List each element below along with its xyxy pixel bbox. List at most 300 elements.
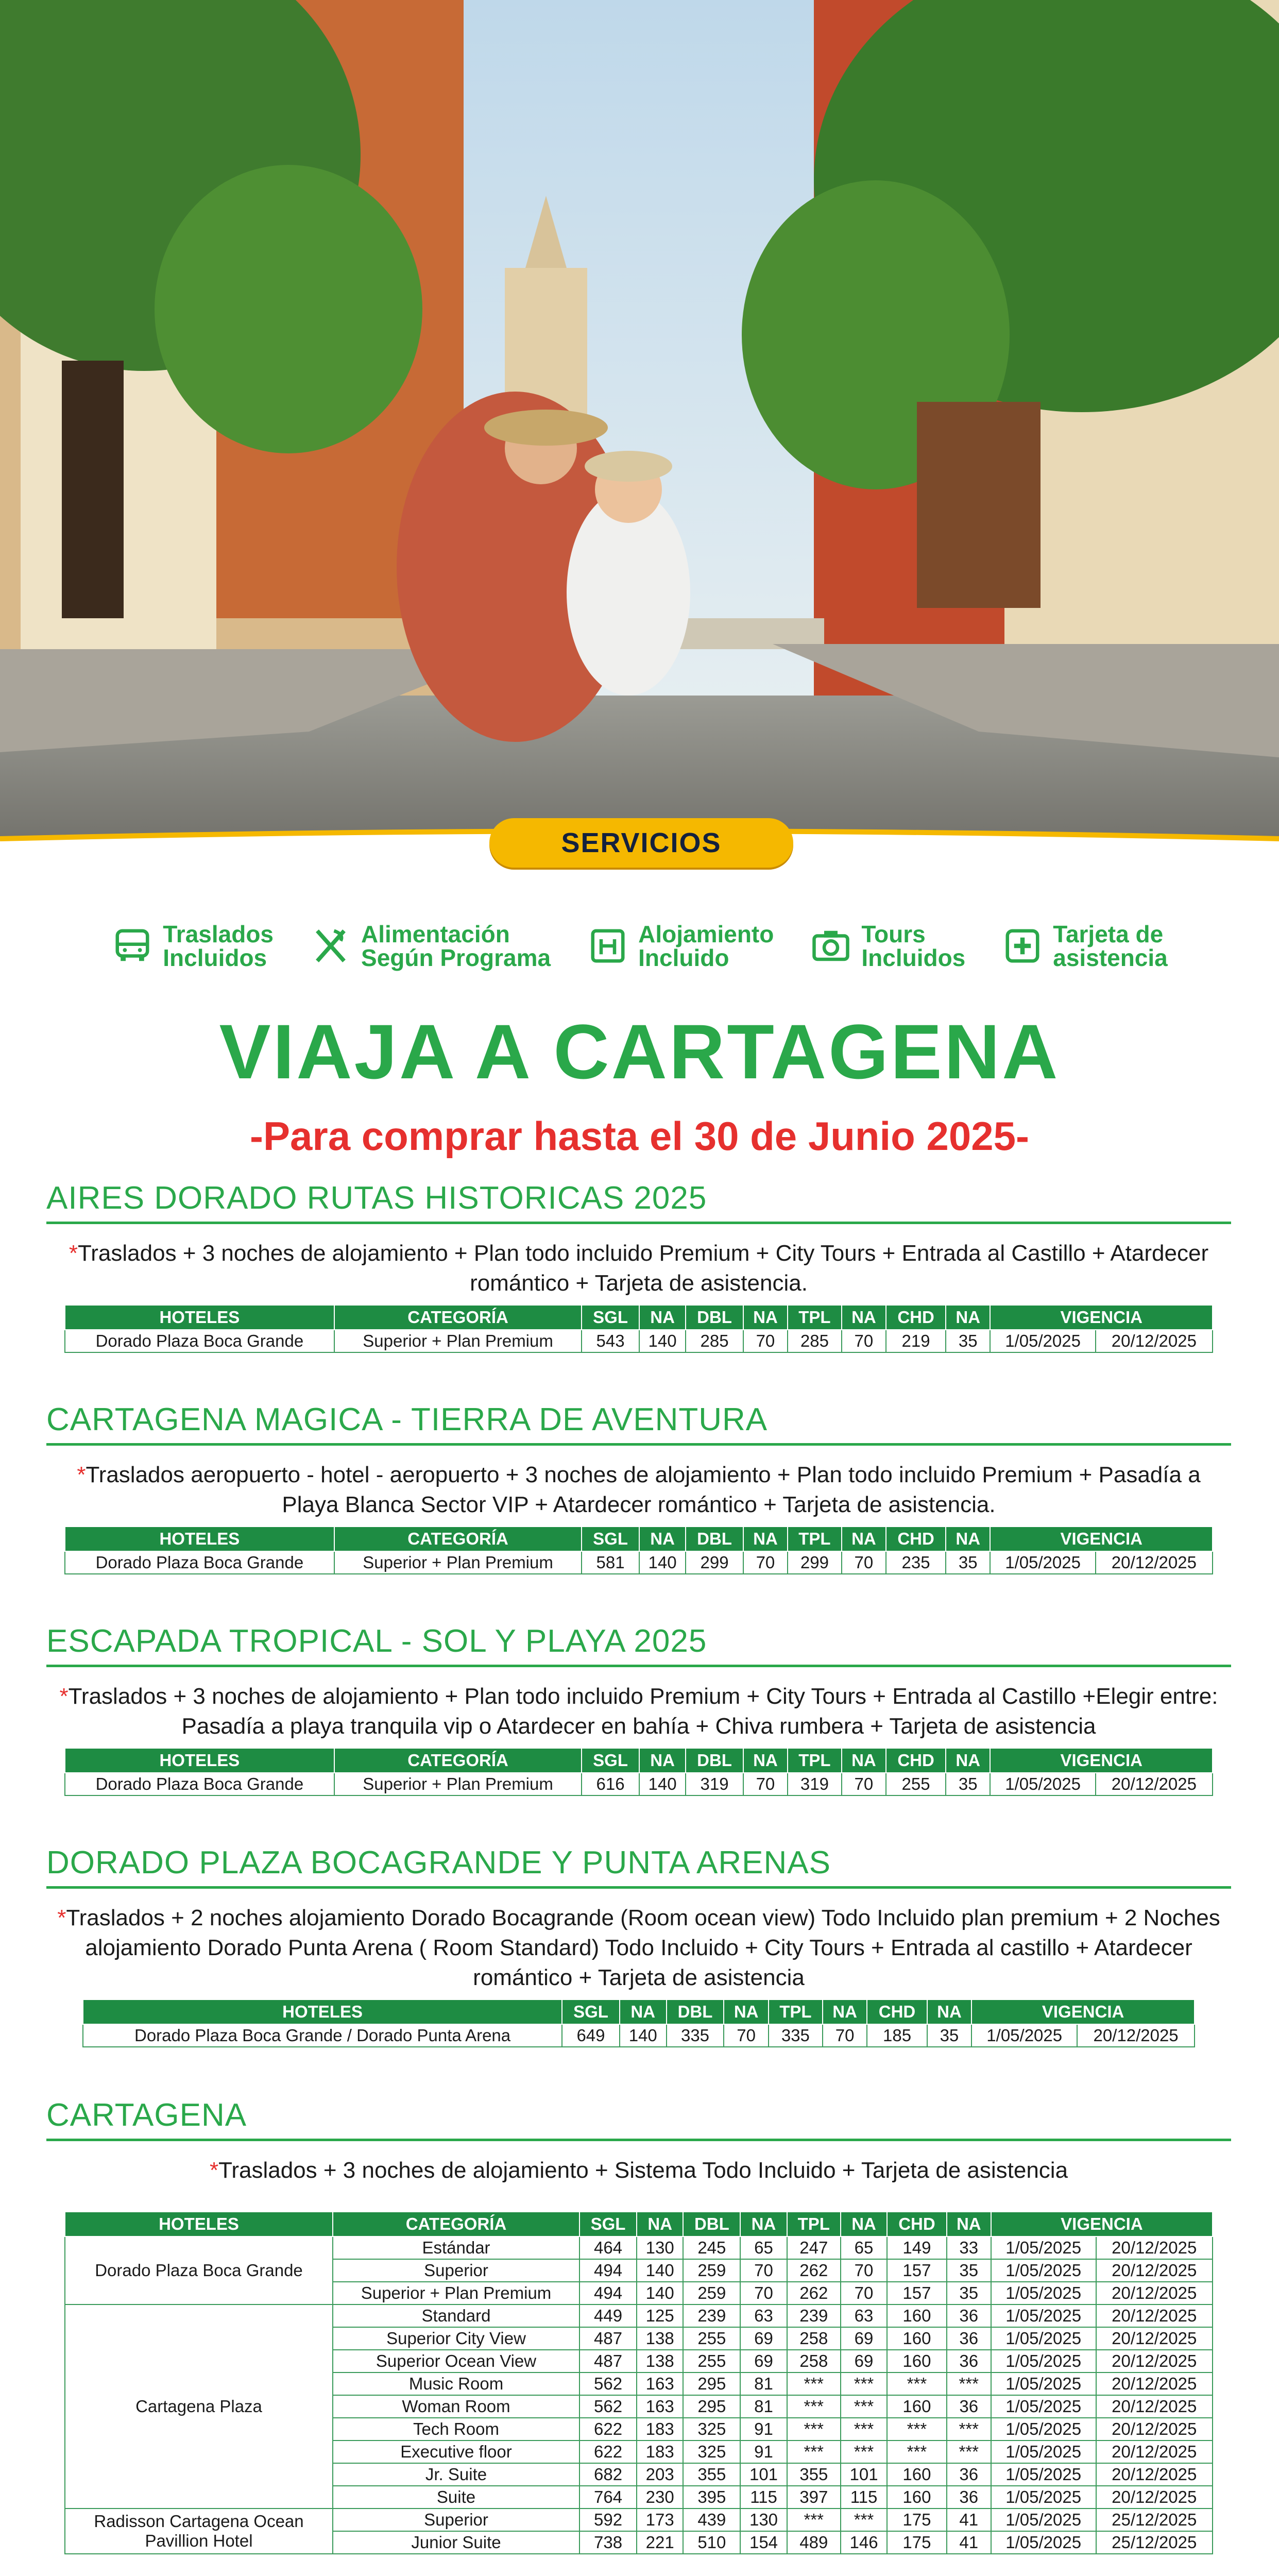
- service-lodging: [587, 922, 774, 970]
- services-row: [0, 922, 1279, 970]
- bus-icon: [111, 925, 154, 967]
- column-header: VIGENCIA: [990, 1748, 1213, 1773]
- column-header: NA: [620, 1999, 667, 2024]
- table-cell: 35: [946, 1773, 990, 1795]
- table-cell: 1/05/2025: [971, 2024, 1077, 2047]
- column-header: DBL: [667, 1999, 724, 2024]
- table-cell: 562: [579, 2395, 637, 2418]
- column-header: HOTELES: [65, 1305, 334, 1330]
- column-header: NA: [842, 1527, 886, 1551]
- table-cell: Superior + Plan Premium: [334, 1773, 582, 1795]
- column-header: NA: [841, 2212, 887, 2236]
- table-cell: 489: [787, 2531, 841, 2554]
- table-header: [65, 1527, 1213, 1551]
- table-cell: 69: [841, 2350, 887, 2372]
- section-title: ESCAPADA TROPICAL - SOL Y PLAYA 2025: [46, 1623, 1231, 1667]
- table-cell: 160: [887, 2395, 947, 2418]
- table-cell: Estándar: [333, 2236, 579, 2259]
- table-cell: 20/12/2025: [1096, 2304, 1213, 2327]
- table-cell: 247: [787, 2236, 841, 2259]
- table-cell: ***: [887, 2372, 947, 2395]
- package-dorado-punta-arenas: [46, 1844, 1231, 2047]
- table-cell: 20/12/2025: [1096, 2236, 1213, 2259]
- table-cell: ***: [841, 2509, 887, 2531]
- table-cell: 20/12/2025: [1077, 2024, 1195, 2047]
- table-cell: 285: [788, 1330, 842, 1352]
- table-cell: 146: [841, 2531, 887, 2554]
- table-cell: 70: [724, 2024, 769, 2047]
- table-cell: 160: [887, 2327, 947, 2350]
- table-cell: 1/05/2025: [990, 1773, 1095, 1795]
- table-row: [65, 2509, 1213, 2531]
- table-cell: Suite: [333, 2486, 579, 2509]
- column-header: SGL: [582, 1305, 639, 1330]
- table-cell: 70: [743, 1330, 788, 1352]
- column-header: CHD: [867, 1999, 927, 2024]
- section-description: *Traslados + 3 noches de alojamiento + Sistema Todo Incluido + Tarjeta de asistencia: [209, 2158, 1068, 2183]
- column-header: NA: [823, 1999, 867, 2024]
- table-cell: 319: [788, 1773, 842, 1795]
- table-cell: Junior Suite: [333, 2531, 579, 2554]
- service-label: Incluidos: [861, 944, 966, 971]
- table-cell: 355: [787, 2463, 841, 2486]
- services-pill: SERVICIOS: [489, 818, 793, 868]
- table-cell: 20/12/2025: [1096, 2463, 1213, 2486]
- package-cartagena-magica: [46, 1401, 1231, 1574]
- table-row: [65, 1330, 1213, 1352]
- table-cell: 335: [769, 2024, 823, 2047]
- column-header: NA: [743, 1527, 788, 1551]
- table-cell: 335: [667, 2024, 724, 2047]
- table-cell: 395: [683, 2486, 740, 2509]
- table-cell: ***: [787, 2509, 841, 2531]
- table-cell: Superior City View: [333, 2327, 579, 2350]
- table-cell: 355: [683, 2463, 740, 2486]
- table-cell: ***: [887, 2441, 947, 2463]
- table-row: [83, 2024, 1195, 2047]
- hotel-icon: [587, 925, 629, 967]
- table-cell: 70: [842, 1551, 886, 1574]
- table-cell: 20/12/2025: [1096, 1330, 1213, 1352]
- table-cell: 245: [683, 2236, 740, 2259]
- table-cell: 36: [947, 2486, 991, 2509]
- table-cell: 101: [841, 2463, 887, 2486]
- table-cell: 70: [841, 2282, 887, 2304]
- table-cell: 70: [743, 1551, 788, 1574]
- table-cell: Dorado Plaza Boca Grande: [65, 1551, 334, 1574]
- table-cell: 101: [740, 2463, 787, 2486]
- table-cell: 622: [579, 2418, 637, 2441]
- table-cell: 70: [740, 2259, 787, 2282]
- table-cell: 295: [683, 2395, 740, 2418]
- table-cell: 285: [686, 1330, 743, 1352]
- table-cell: 325: [683, 2441, 740, 2463]
- table-cell: 562: [579, 2372, 637, 2395]
- service-label: Alojamiento: [638, 921, 774, 947]
- table-cell: 295: [683, 2372, 740, 2395]
- column-header: NA: [842, 1748, 886, 1773]
- table-cell: 649: [562, 2024, 620, 2047]
- table-cell: 125: [637, 2304, 683, 2327]
- section-description: *Traslados + 2 noches alojamiento Dorado Bocagrande (Room ocean view) Todo Incluido plan premium + 2 Noches alojamiento Dorado Punta Arena ( Room Standard) Todo Incluido + City Tours + Entrada al castillo + Atardecer romántico + Tarjeta de asistencia: [57, 1905, 1220, 1990]
- table-cell: 487: [579, 2350, 637, 2372]
- table-cell: 239: [683, 2304, 740, 2327]
- table-cell: 140: [620, 2024, 667, 2047]
- table-cell: 255: [683, 2350, 740, 2372]
- table-row: [65, 1551, 1213, 1574]
- table-cell: 581: [582, 1551, 639, 1574]
- table-header: [83, 1999, 1195, 2024]
- table-cell: 221: [637, 2531, 683, 2554]
- column-header: CATEGORÍA: [334, 1305, 582, 1330]
- table-cell: 91: [740, 2418, 787, 2441]
- service-label: Tarjeta de: [1053, 921, 1164, 947]
- table-cell: 1/05/2025: [991, 2531, 1096, 2554]
- table-cell: 592: [579, 2509, 637, 2531]
- table-cell: 259: [683, 2282, 740, 2304]
- column-header: HOTELES: [65, 1748, 334, 1773]
- table-cell: 115: [841, 2486, 887, 2509]
- table-cell: ***: [947, 2372, 991, 2395]
- service-tours: [810, 922, 965, 970]
- table-cell: 20/12/2025: [1096, 2395, 1213, 2418]
- table-cell: 35: [927, 2024, 972, 2047]
- table-cell: 36: [947, 2304, 991, 2327]
- table-cell: 25/12/2025: [1096, 2509, 1213, 2531]
- table-cell: 63: [841, 2304, 887, 2327]
- table-cell: ***: [787, 2372, 841, 2395]
- table-cell: 173: [637, 2509, 683, 2531]
- table-cell: 157: [887, 2282, 947, 2304]
- table-cell: 1/05/2025: [990, 1330, 1095, 1352]
- table-cell: Superior Ocean View: [333, 2350, 579, 2372]
- table-cell: 1/05/2025: [991, 2509, 1096, 2531]
- column-header: CHD: [886, 1305, 946, 1330]
- column-header: SGL: [582, 1748, 639, 1773]
- camera-icon: [810, 925, 852, 967]
- column-header: HOTELES: [65, 1527, 334, 1551]
- table-cell: 160: [887, 2486, 947, 2509]
- table-cell: 149: [887, 2236, 947, 2259]
- table-cell: Dorado Plaza Boca Grande: [65, 1773, 334, 1795]
- table-cell: 219: [886, 1330, 946, 1352]
- column-header: VIGENCIA: [971, 1999, 1195, 2024]
- service-transfers: [111, 922, 274, 970]
- table-cell: 160: [887, 2304, 947, 2327]
- table-row: [65, 2236, 1213, 2259]
- table-cell: 130: [637, 2236, 683, 2259]
- table-cell: 1/05/2025: [991, 2350, 1096, 2372]
- table-row: [65, 2304, 1213, 2327]
- table-cell: ***: [841, 2395, 887, 2418]
- column-header: VIGENCIA: [991, 2212, 1213, 2236]
- table-cell: Music Room: [333, 2372, 579, 2395]
- table-cell: 543: [582, 1330, 639, 1352]
- table-cell: 1/05/2025: [991, 2372, 1096, 2395]
- column-header: NA: [946, 1305, 990, 1330]
- table-cell: 65: [740, 2236, 787, 2259]
- table-cell: 36: [947, 2395, 991, 2418]
- table-cell: 20/12/2025: [1096, 2259, 1213, 2282]
- column-header: DBL: [686, 1527, 743, 1551]
- column-header: HOTELES: [83, 1999, 562, 2024]
- table-cell: Jr. Suite: [333, 2463, 579, 2486]
- table-cell: 494: [579, 2282, 637, 2304]
- table-cell: 163: [637, 2372, 683, 2395]
- table-cell: 138: [637, 2327, 683, 2350]
- column-header: SGL: [582, 1527, 639, 1551]
- table-cell: 230: [637, 2486, 683, 2509]
- table-cell: 63: [740, 2304, 787, 2327]
- table-cell: ***: [787, 2441, 841, 2463]
- service-label: Tours: [861, 921, 926, 947]
- table-cell: ***: [787, 2418, 841, 2441]
- column-header: NA: [743, 1305, 788, 1330]
- column-header: CATEGORÍA: [334, 1748, 582, 1773]
- column-header: NA: [639, 1305, 686, 1330]
- table-cell: 494: [579, 2259, 637, 2282]
- table-cell: 262: [787, 2259, 841, 2282]
- table-cell: 157: [887, 2259, 947, 2282]
- table-header: [65, 1748, 1213, 1773]
- column-header: SGL: [579, 2212, 637, 2236]
- column-header: CHD: [886, 1527, 946, 1551]
- table-cell: 20/12/2025: [1096, 2350, 1213, 2372]
- table-header: [65, 2212, 1213, 2236]
- table-cell: Standard: [333, 2304, 579, 2327]
- table-cell: 175: [887, 2531, 947, 2554]
- column-header: HOTELES: [65, 2212, 333, 2236]
- service-label: Incluidos: [163, 944, 267, 971]
- table-cell: Superior + Plan Premium: [334, 1551, 582, 1574]
- column-header: TPL: [788, 1748, 842, 1773]
- column-header: CATEGORÍA: [334, 1527, 582, 1551]
- medical-cross-icon: [1001, 925, 1044, 967]
- table-cell: 70: [841, 2259, 887, 2282]
- section-title: AIRES DORADO RUTAS HISTORICAS 2025: [46, 1180, 1231, 1224]
- table-cell: 764: [579, 2486, 637, 2509]
- table-cell: 20/12/2025: [1096, 1773, 1213, 1795]
- section-title: DORADO PLAZA BOCAGRANDE Y PUNTA ARENAS: [46, 1844, 1231, 1889]
- table-cell: Dorado Plaza Boca Grande: [65, 1330, 334, 1352]
- table-cell: 140: [639, 1551, 686, 1574]
- table-cell: 20/12/2025: [1096, 1551, 1213, 1574]
- table-cell: 160: [887, 2350, 947, 2372]
- column-header: NA: [946, 1748, 990, 1773]
- section-description: *Traslados + 3 noches de alojamiento + Plan todo incluido Premium + City Tours + Entrada al Castillo +Elegir entre: Pasadía a playa tranquila vip o Atardecer en bahía + Chiva rumbera + Tarjeta de asistencia: [59, 1684, 1218, 1739]
- hotel-name: Cartagena Plaza: [65, 2304, 333, 2509]
- table-cell: 35: [946, 1551, 990, 1574]
- table-cell: Superior + Plan Premium: [334, 1330, 582, 1352]
- table-cell: 20/12/2025: [1096, 2441, 1213, 2463]
- hero-image: [0, 0, 1279, 866]
- table-cell: 1/05/2025: [991, 2259, 1096, 2282]
- table-cell: 36: [947, 2350, 991, 2372]
- table-cell: 183: [637, 2418, 683, 2441]
- table-cell: 203: [637, 2463, 683, 2486]
- table-cell: 33: [947, 2236, 991, 2259]
- table-cell: Tech Room: [333, 2418, 579, 2441]
- table-cell: 235: [886, 1551, 946, 1574]
- table-cell: 41: [947, 2531, 991, 2554]
- table-cell: 255: [886, 1773, 946, 1795]
- table-cell: 36: [947, 2463, 991, 2486]
- table-cell: 175: [887, 2509, 947, 2531]
- table-cell: 299: [788, 1551, 842, 1574]
- table-cell: Dorado Plaza Boca Grande / Dorado Punta Arena: [83, 2024, 562, 2047]
- table-cell: 140: [637, 2259, 683, 2282]
- column-header: CHD: [886, 1748, 946, 1773]
- table-cell: 738: [579, 2531, 637, 2554]
- table-cell: 1/05/2025: [991, 2282, 1096, 2304]
- table-cell: 299: [686, 1551, 743, 1574]
- column-header: NA: [637, 2212, 683, 2236]
- table-cell: 36: [947, 2327, 991, 2350]
- table-cell: 70: [842, 1773, 886, 1795]
- service-assistance: [1001, 922, 1167, 970]
- column-header: NA: [724, 1999, 769, 2024]
- table-cell: 65: [841, 2236, 887, 2259]
- service-label: Traslados: [163, 921, 274, 947]
- table-cell: 25/12/2025: [1096, 2531, 1213, 2554]
- service-food: [310, 922, 551, 970]
- table-cell: ***: [947, 2418, 991, 2441]
- service-label: Incluido: [638, 944, 729, 971]
- table-cell: 160: [887, 2463, 947, 2486]
- table-header: [65, 1305, 1213, 1330]
- column-header: VIGENCIA: [990, 1527, 1213, 1551]
- table-cell: 140: [639, 1773, 686, 1795]
- table-cell: 20/12/2025: [1096, 2372, 1213, 2395]
- column-header: TPL: [788, 1305, 842, 1330]
- table-cell: ***: [841, 2418, 887, 2441]
- table-cell: 1/05/2025: [991, 2327, 1096, 2350]
- table-cell: 439: [683, 2509, 740, 2531]
- table-cell: 239: [787, 2304, 841, 2327]
- table-cell: 20/12/2025: [1096, 2486, 1213, 2509]
- table-cell: 70: [743, 1773, 788, 1795]
- table-cell: ***: [841, 2441, 887, 2463]
- service-label: Alimentación: [361, 921, 510, 947]
- table-cell: 163: [637, 2395, 683, 2418]
- table-cell: 20/12/2025: [1096, 2418, 1213, 2441]
- table-row: [65, 1773, 1213, 1795]
- column-header: NA: [927, 1999, 972, 2024]
- table-cell: 1/05/2025: [991, 2236, 1096, 2259]
- price-table: [64, 1526, 1213, 1574]
- table-cell: 69: [740, 2350, 787, 2372]
- column-header: NA: [946, 1527, 990, 1551]
- table-cell: ***: [947, 2441, 991, 2463]
- table-cell: 319: [686, 1773, 743, 1795]
- table-cell: 35: [947, 2259, 991, 2282]
- hotel-name: Dorado Plaza Boca Grande: [65, 2236, 333, 2304]
- table-cell: 154: [740, 2531, 787, 2554]
- table-cell: 69: [740, 2327, 787, 2350]
- price-table: [64, 1304, 1213, 1353]
- column-header: TPL: [787, 2212, 841, 2236]
- section-title: CARTAGENA MAGICA - TIERRA DE AVENTURA: [46, 1401, 1231, 1446]
- table-cell: 41: [947, 2509, 991, 2531]
- table-cell: 91: [740, 2441, 787, 2463]
- column-header: DBL: [683, 2212, 740, 2236]
- table-cell: 138: [637, 2350, 683, 2372]
- table-cell: 70: [823, 2024, 867, 2047]
- table-cell: 115: [740, 2486, 787, 2509]
- column-header: NA: [743, 1748, 788, 1773]
- page-subtitle: -Para comprar hasta el 30 de Junio 2025-: [249, 1113, 1029, 1159]
- column-header: NA: [639, 1527, 686, 1551]
- table-cell: 35: [946, 1330, 990, 1352]
- page-title: VIAJA A CARTAGENA: [219, 1008, 1060, 1095]
- table-cell: 325: [683, 2418, 740, 2441]
- table-cell: 70: [740, 2282, 787, 2304]
- price-table: [82, 1999, 1195, 2047]
- price-table: [64, 1748, 1213, 1796]
- table-cell: ***: [841, 2372, 887, 2395]
- table-cell: 258: [787, 2327, 841, 2350]
- table-cell: 20/12/2025: [1096, 2327, 1213, 2350]
- table-cell: 1/05/2025: [991, 2418, 1096, 2441]
- service-label: Según Programa: [361, 944, 551, 971]
- table-cell: 130: [740, 2509, 787, 2531]
- fork-knife-icon: [310, 925, 352, 967]
- table-cell: Executive floor: [333, 2441, 579, 2463]
- column-header: VIGENCIA: [990, 1305, 1213, 1330]
- table-cell: Superior: [333, 2259, 579, 2282]
- table-cell: Superior: [333, 2509, 579, 2531]
- table-cell: 259: [683, 2259, 740, 2282]
- table-cell: 258: [787, 2350, 841, 2372]
- column-header: TPL: [788, 1527, 842, 1551]
- section-title: CARTAGENA: [46, 2097, 1231, 2141]
- table-cell: 1/05/2025: [991, 2395, 1096, 2418]
- table-cell: ***: [787, 2395, 841, 2418]
- table-cell: 616: [582, 1773, 639, 1795]
- table-cell: 1/05/2025: [991, 2304, 1096, 2327]
- service-label: asistencia: [1053, 944, 1168, 971]
- table-cell: 1/05/2025: [990, 1551, 1095, 1574]
- table-cell: 35: [947, 2282, 991, 2304]
- table-cell: 1/05/2025: [991, 2486, 1096, 2509]
- table-cell: 262: [787, 2282, 841, 2304]
- column-header: NA: [639, 1748, 686, 1773]
- column-header: DBL: [686, 1305, 743, 1330]
- table-cell: Superior + Plan Premium: [333, 2282, 579, 2304]
- section-description: *Traslados aeropuerto - hotel - aeropuerto + 3 noches de alojamiento + Plan todo incluido Premium + Pasadía a Playa Blanca Sector VIP + Atardecer romántico + Tarjeta de asistencia.: [77, 1462, 1201, 1517]
- table-cell: 185: [867, 2024, 927, 2047]
- column-header: NA: [842, 1305, 886, 1330]
- section-description: *Traslados + 3 noches de alojamiento + Plan todo incluido Premium + City Tours + Entrada al Castillo + Atardecer romántico + Tarjeta de asistencia.: [69, 1241, 1209, 1296]
- table-cell: 255: [683, 2327, 740, 2350]
- table-cell: 464: [579, 2236, 637, 2259]
- table-cell: 140: [639, 1330, 686, 1352]
- column-header: CATEGORÍA: [333, 2212, 579, 2236]
- table-cell: 622: [579, 2441, 637, 2463]
- package-cartagena: [46, 2097, 1231, 2554]
- table-cell: 183: [637, 2441, 683, 2463]
- table-cell: 449: [579, 2304, 637, 2327]
- table-cell: 510: [683, 2531, 740, 2554]
- table-cell: 397: [787, 2486, 841, 2509]
- package-aires-dorado: [46, 1180, 1231, 1353]
- table-cell: 69: [841, 2327, 887, 2350]
- column-header: DBL: [686, 1748, 743, 1773]
- table-cell: 140: [637, 2282, 683, 2304]
- table-cell: Woman Room: [333, 2395, 579, 2418]
- table-cell: 1/05/2025: [991, 2441, 1096, 2463]
- table-cell: 1/05/2025: [991, 2463, 1096, 2486]
